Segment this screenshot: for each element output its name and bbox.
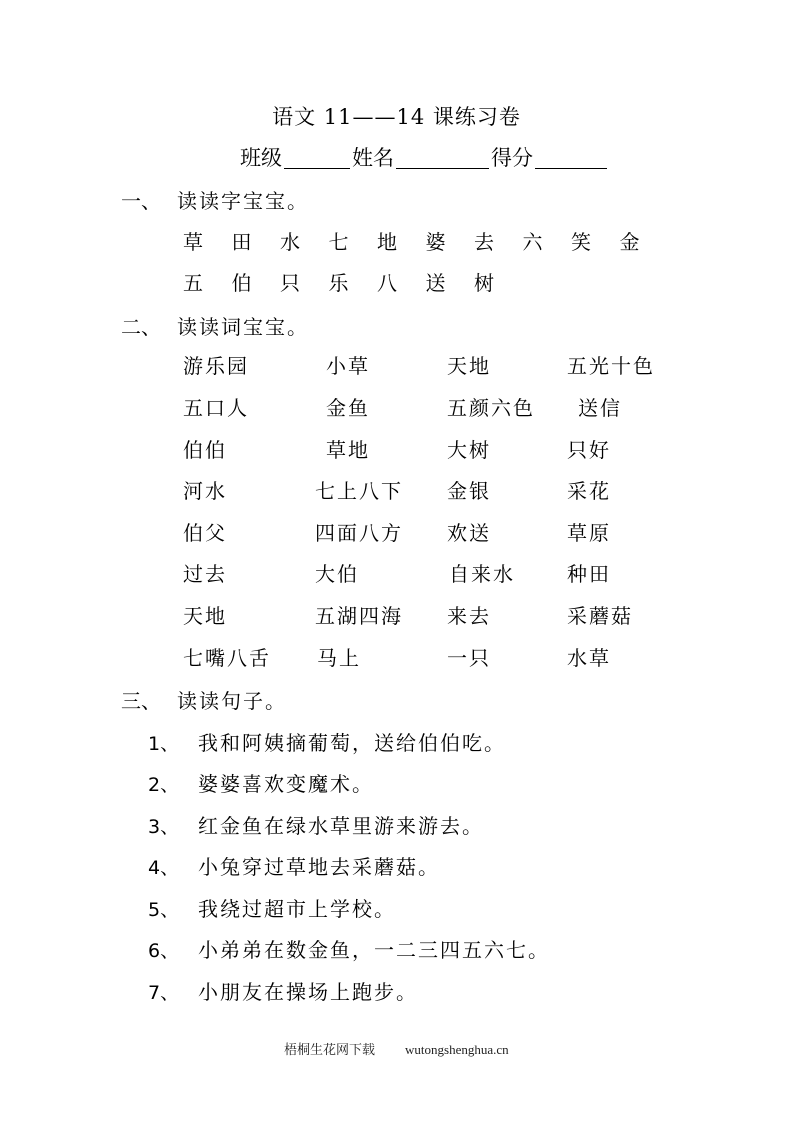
character: 五 (183, 271, 203, 295)
section-title: 读读句子。 (177, 689, 287, 713)
word: 天地 (183, 604, 227, 628)
section-2-heading (121, 313, 309, 341)
section-3-heading (121, 687, 287, 715)
sentence-index: 3、 (148, 816, 180, 838)
page-title: 语文 11——14 课练习卷 (272, 105, 521, 129)
character: 伯 (231, 271, 252, 295)
sentence-index: 2、 (148, 774, 180, 796)
character: 地 (377, 230, 397, 254)
character: 送 (425, 271, 446, 295)
sentence-text: 红金鱼在绿水草里游来游去。 (198, 814, 484, 838)
word: 五口人 (183, 396, 249, 420)
sentence-text: 小弟弟在数金鱼，一二三四五六七。 (198, 938, 550, 962)
sentence-item (148, 978, 418, 1007)
character: 金 (619, 230, 640, 254)
student-info-row (240, 144, 609, 172)
word: 五光十色 (567, 354, 655, 378)
word: 来去 (447, 604, 491, 628)
word: 五颜六色 (447, 396, 535, 420)
word: 伯伯 (183, 438, 227, 462)
character: 笑 (571, 230, 591, 254)
word: 过去 (183, 562, 227, 586)
character: 草 (183, 230, 203, 254)
word: 种田 (567, 562, 611, 586)
word: 草地 (326, 438, 370, 462)
word: 伯父 (183, 521, 227, 545)
word: 天地 (447, 354, 491, 378)
word: 送信 (578, 396, 622, 420)
word: 金银 (447, 479, 491, 503)
character: 去 (474, 230, 494, 254)
word: 河水 (183, 479, 227, 503)
name-label: 姓名 (352, 146, 394, 170)
word: 草原 (567, 521, 611, 545)
sentence-item (148, 853, 440, 882)
sentence-index: 1、 (148, 733, 180, 755)
class-label: 班级 (240, 146, 282, 170)
character: 田 (231, 230, 252, 254)
word: 马上 (317, 646, 361, 670)
sentence-index: 6、 (148, 940, 180, 962)
sentence-text: 我绕过超市上学校。 (198, 897, 396, 921)
sentence-index: 5、 (148, 899, 180, 921)
name-blank[interactable] (396, 144, 489, 169)
section-number: 三、 (121, 689, 161, 713)
word: 水草 (567, 646, 611, 670)
sentence-text: 我和阿姨摘葡萄，送给伯伯吃。 (198, 731, 506, 755)
word: 七嘴八舌 (183, 646, 271, 670)
character: 婆 (425, 230, 446, 254)
sentence-text: 小朋友在操场上跑步。 (198, 980, 418, 1004)
character: 水 (280, 230, 300, 254)
section-number: 二、 (121, 315, 161, 339)
score-blank[interactable] (535, 144, 607, 169)
section-title: 读读字宝宝。 (177, 189, 309, 213)
word: 大伯 (315, 562, 359, 586)
sentence-item (148, 895, 396, 924)
word: 大树 (447, 438, 491, 462)
footer-site-name: 梧桐生花网下载 (284, 1042, 376, 1057)
word: 只好 (567, 438, 611, 462)
word: 欢送 (447, 521, 491, 545)
word: 采花 (567, 479, 611, 503)
footer-url[interactable]: wutongshenghua.cn (405, 1042, 509, 1057)
character: 七 (328, 230, 349, 254)
character: 八 (377, 271, 397, 295)
character: 乐 (328, 271, 349, 295)
character: 树 (474, 271, 494, 295)
word: 金鱼 (326, 396, 370, 420)
word: 一只 (447, 646, 491, 670)
page-footer (284, 1041, 509, 1059)
class-blank[interactable] (284, 144, 350, 169)
word: 自来水 (449, 562, 515, 586)
sentence-item (148, 812, 484, 841)
score-label: 得分 (491, 146, 533, 170)
sentence-text: 小兔穿过草地去采蘑菇。 (198, 855, 440, 879)
sentence-text: 婆婆喜欢变魔术。 (198, 772, 374, 796)
word: 四面八方 (315, 521, 403, 545)
section-1-heading (121, 187, 309, 215)
section-title: 读读词宝宝。 (177, 315, 309, 339)
word: 采蘑菇 (567, 604, 633, 628)
sentence-index: 4、 (148, 857, 180, 879)
word: 五湖四海 (315, 604, 403, 628)
sentence-item (148, 770, 374, 799)
character-row-1 (183, 228, 668, 256)
sentence-index: 7、 (148, 982, 180, 1004)
sentence-item (148, 936, 550, 965)
word: 小草 (326, 354, 370, 378)
section-number: 一、 (121, 189, 161, 213)
character-row-2 (183, 269, 523, 297)
word: 游乐园 (183, 354, 249, 378)
sentence-item (148, 729, 506, 758)
word: 七上八下 (315, 479, 403, 503)
character: 只 (280, 271, 300, 295)
character: 六 (522, 230, 543, 254)
